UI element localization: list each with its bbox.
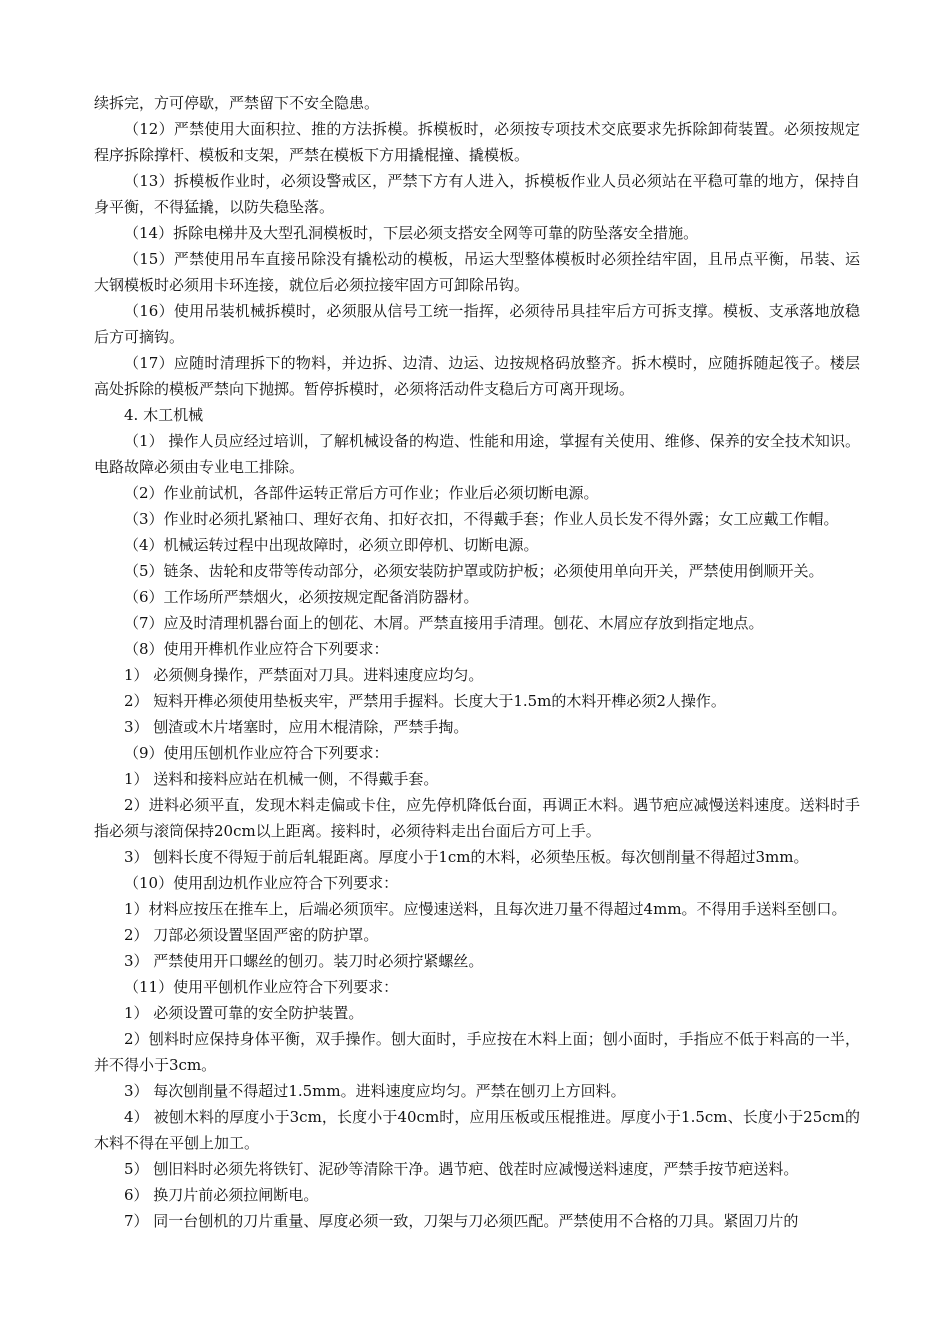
paragraph: 2）刨料时应保持身体平衡，双手操作。刨大面时，手应按在木料上面；刨小面时，手指应不低于料高的一半，并不得小于3cm。 bbox=[94, 1030, 860, 1074]
paragraph: （10）使用刮边机作业应符合下列要求： bbox=[124, 874, 399, 892]
paragraph: （14）拆除电梯井及大型孔洞模板时，下层必须支搭安全网等可靠的防坠落安全措施。 bbox=[124, 224, 699, 242]
paragraph: 7） 同一台刨机的刀片重量、厚度必须一致，刀架与刀必须匹配。严禁使用不合格的刀具。紧固刀片的 bbox=[124, 1212, 799, 1230]
paragraph: （5）链条、齿轮和皮带等传动部分，必须安装防护罩或防护板；必须使用单向开关，严禁使用倒顺开关。 bbox=[124, 562, 824, 580]
paragraph: 6） 换刀片前必须拉闸断电。 bbox=[124, 1186, 319, 1204]
paragraph: 1） 必须设置可靠的安全防护装置。 bbox=[124, 1004, 364, 1022]
paragraph: （7）应及时清理机器台面上的刨花、木屑。严禁直接用手清理。刨花、木屑应存放到指定地点。 bbox=[124, 614, 764, 632]
paragraph: 1）材料应按压在推车上，后端必须顶牢。应慢速送料，且每次进刀量不得超过4mm。不得用手送料至刨口。 bbox=[124, 900, 847, 918]
paragraph: （6）工作场所严禁烟火，必须按规定配备消防器材。 bbox=[124, 588, 479, 606]
paragraph: （16）使用吊装机械拆模时，必须服从信号工统一指挥，必须待吊具挂牢后方可拆支撑。模板、支承落地放稳后方可摘钩。 bbox=[94, 302, 860, 346]
paragraph: （15）严禁使用吊车直接吊除没有撬松动的模板，吊运大型整体模板时必须拴结牢固，且吊点平衡，吊装、运大钢模板时必须用卡环连接，就位后必须拉接牢固方可卸除吊钩。 bbox=[94, 250, 860, 294]
paragraph: 1） 必须侧身操作，严禁面对刀具。进料速度应均匀。 bbox=[124, 666, 484, 684]
paragraph: （1） 操作人员应经过培训，了解机械设备的构造、性能和用途，掌握有关使用、维修、保养的安全技术知识。电路故障必须由专业电工排除。 bbox=[94, 432, 860, 476]
paragraph: 3） 刨渣或木片堵塞时，应用木棍清除，严禁手掏。 bbox=[124, 718, 469, 736]
paragraph: （9）使用压刨机作业应符合下列要求： bbox=[124, 744, 389, 762]
paragraph: 5） 刨旧料时必须先将铁钉、泥砂等清除干净。遇节疤、戗茬时应减慢送料速度，严禁手按节疤送料。 bbox=[124, 1160, 799, 1178]
paragraph: 3） 刨料长度不得短于前后轧辊距离。厚度小于1cm的木料，必须垫压板。每次刨削量不得超过3mm。 bbox=[124, 848, 809, 866]
paragraph: 3） 严禁使用开口螺丝的刨刃。装刀时必须拧紧螺丝。 bbox=[124, 952, 484, 970]
paragraph: 2） 短料开榫必须使用垫板夹牢，严禁用手握料。长度大于1.5m的木料开榫必须2人操作。 bbox=[124, 692, 726, 710]
paragraph: （3）作业时必须扎紧袖口、理好衣角、扣好衣扣，不得戴手套；作业人员长发不得外露；女工应戴工作帽。 bbox=[124, 510, 839, 528]
paragraph: 2）进料必须平直，发现木料走偏或卡住，应先停机降低台面，再调正木料。遇节疤应减慢送料速度。送料时手指必须与滚筒保持20cm以上距离。接料时，必须待料走出台面后方可上手。 bbox=[94, 796, 860, 840]
paragraph: 4） 被刨木料的厚度小于3cm，长度小于40cm时，应用压板或压棍推进。厚度小于1.5cm、长度小于25cm的木料不得在平刨上加工。 bbox=[94, 1108, 860, 1152]
paragraph: 2） 刀部必须设置坚固严密的防护罩。 bbox=[124, 926, 379, 944]
paragraph: 1） 送料和接料应站在机械一侧，不得戴手套。 bbox=[124, 770, 439, 788]
paragraph: （2）作业前试机，各部件运转正常后方可作业；作业后必须切断电源。 bbox=[124, 484, 599, 502]
paragraph: （12）严禁使用大面积拉、推的方法拆模。拆模板时，必须按专项技术交底要求先拆除卸荷装置。必须按规定程序拆除撑杆、模板和支架，严禁在模板下方用撬棍撞、撬模板。 bbox=[94, 120, 860, 164]
paragraph: （8）使用开榫机作业应符合下列要求： bbox=[124, 640, 389, 658]
paragraph: （11）使用平刨机作业应符合下列要求： bbox=[124, 978, 399, 996]
section-heading: 4. 木工机械 bbox=[124, 406, 204, 424]
paragraph: （17）应随时清理拆下的物料，并边拆、边清、边运、边按规格码放整齐。拆木模时，应随拆随起筏子。楼层高处拆除的模板严禁向下抛掷。暂停拆模时，必须将活动件支稳后方可离开现场。 bbox=[94, 354, 860, 398]
paragraph: （13）拆模板作业时，必须设警戒区，严禁下方有人进入，拆模板作业人员必须站在平稳可靠的地方，保持自身平衡，不得猛撬，以防失稳坠落。 bbox=[94, 172, 860, 216]
paragraph: （4）机械运转过程中出现故障时，必须立即停机、切断电源。 bbox=[124, 536, 539, 554]
document-body bbox=[94, 90, 860, 1234]
paragraph: 续拆完，方可停歇，严禁留下不安全隐患。 bbox=[94, 94, 380, 112]
paragraph: 3） 每次刨削量不得超过1.5mm。进料速度应均匀。严禁在刨刃上方回料。 bbox=[124, 1082, 626, 1100]
